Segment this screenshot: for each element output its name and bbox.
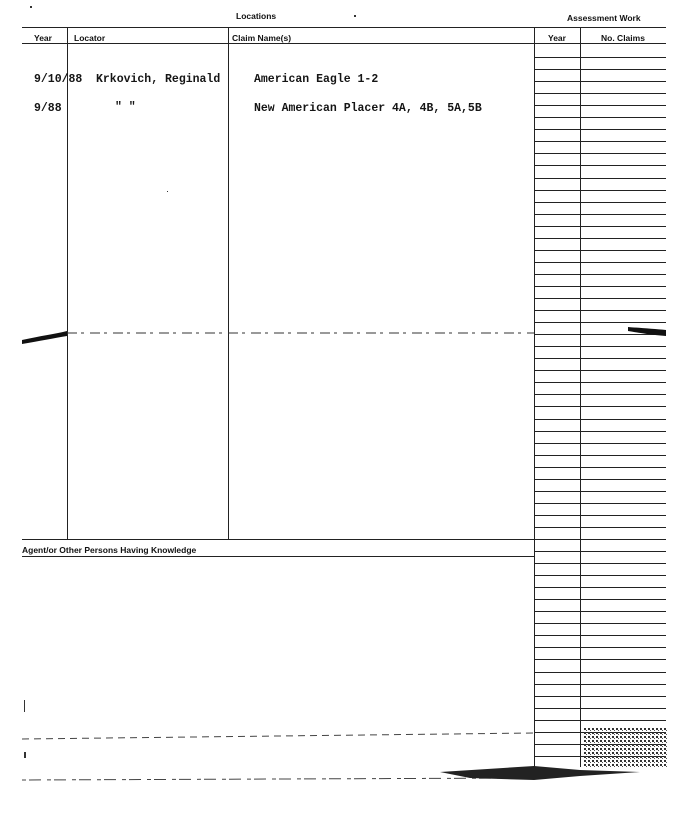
locations-header: Locations — [236, 11, 277, 21]
entry-year: 9/10/88 — [34, 73, 83, 86]
agent-section-label: Agent/or Other Persons Having Knowledge — [22, 545, 197, 555]
entry-locator: Krkovich, Reginald — [96, 73, 221, 86]
entry-locator-ditto: " " — [115, 101, 136, 114]
assessment-year-column-header: Year — [548, 33, 566, 43]
entry-year: 9/88 — [34, 102, 62, 115]
bottom-scan-line — [22, 733, 534, 739]
entry-claim-name: American Eagle 1-2 — [254, 73, 379, 86]
speck — [24, 700, 25, 712]
speck — [24, 752, 26, 758]
right-fold-mark — [628, 327, 666, 336]
lower-scan-line — [22, 778, 534, 780]
locator-column-header: Locator — [74, 33, 106, 43]
speck — [354, 15, 356, 17]
year-column-header: Year — [34, 33, 52, 43]
no-claims-column-header: No. Claims — [601, 33, 645, 43]
assessment-work-header: Assessment Work — [567, 13, 641, 23]
entry-claim-name: New American Placer 4A, 4B, 5A,5B — [254, 102, 482, 115]
speck — [167, 191, 168, 192]
claim-names-column-header: Claim Name(s) — [232, 33, 292, 43]
speck — [30, 6, 32, 8]
corner-smudge — [584, 728, 668, 768]
left-fold-mark — [22, 331, 67, 344]
bottom-smudge — [440, 766, 640, 780]
